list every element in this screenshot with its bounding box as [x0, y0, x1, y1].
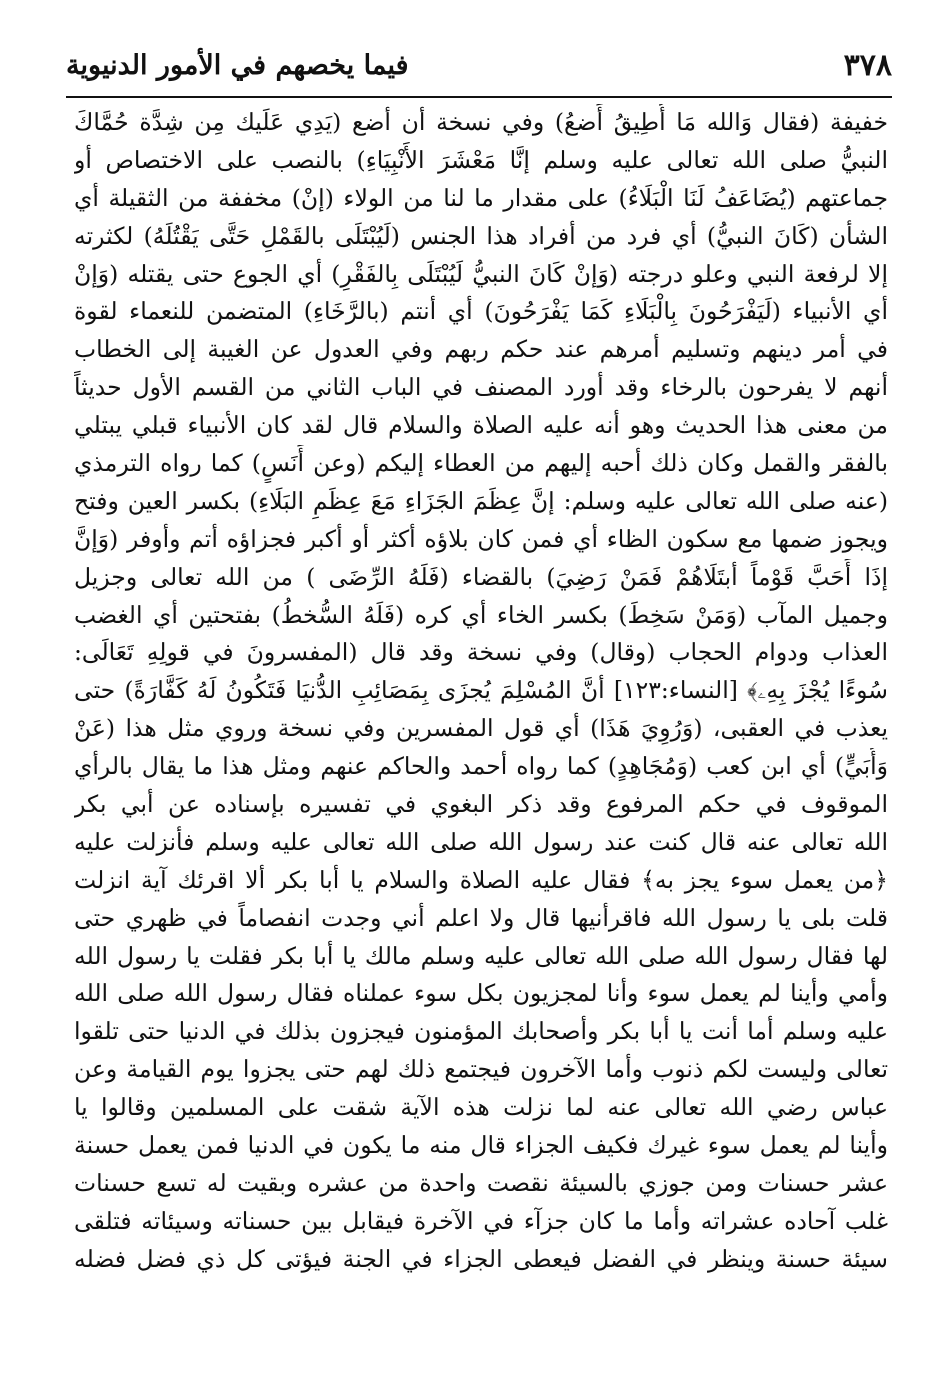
text-line: سيئة حسنة وينظر في الفضل فيعطى الجزاء في الجنة فيؤتى كل ذي فضل فضله [74, 1244, 888, 1273]
header-rule [66, 96, 892, 98]
text-line: ﴿من يعمل سوء يجز به﴾ فقال عليه الصلاة والسلام يا أبا بكر ألا اقرئك آية انزلت [74, 865, 888, 894]
text-line: قلت بلى يا رسول الله فاقرأنيها قال ولا اعلم أني وجدت انفصاماً في ظهري حتى [74, 903, 888, 932]
text-line: الله تعالى عنه قال كنت عند رسول الله صلى الله تعالى عليه وسلم فأنزلت عليه [74, 827, 888, 856]
text-line: أنهم لا يفرحون بالرخاء وقد أورد المصنف في الباب الثاني من القسم الأول حديثاً [74, 373, 888, 402]
text-line: أي الأنبياء (لَيَفْرَحُونَ بِالْبَلَاءِ كَمَا يَفْرَحُونَ) أي أنتم (بالرَّخَاءِ) المتضمن للنعماء لقوة [74, 297, 888, 326]
text-line: لها فقال رسول الله صلى الله تعالى عليه وسلم مالك يا أبا بكر فقلت يا رسول الله [74, 941, 888, 970]
text-line: الشأن (كَانَ النبيُّ) أي فرد من أفراد هذا الجنس (لَيُبْتَلَى بالقَمْلِ حَتَّى يَقْتُلَهُ) لكثرته [74, 221, 888, 250]
text-line: يعذب في العقبى، (وَرُوِيَ هَذَا) أي قول المفسرين وفي نسخة وروي مثل هذا (عَنْ [74, 714, 888, 743]
page-number: ٣٧٨ [843, 47, 892, 83]
text-line: خفيفة (فقال وَالله مَا أُطِيقُ أَضعُ) وفي نسخة أن أضع (يَدِي عَلَيك مِن شِدَّة حُمَّاكَ [74, 108, 888, 136]
text-line: عباس رضي الله تعالى عنه لما نزلت هذه الآية شقت على المسلمين وقالوا يا [74, 1093, 888, 1122]
text-line: في أمر دينهم وتسليم أمرهم عند حكم ربهم وفي العدول عن الغيبة إلى الخطاب [74, 335, 888, 364]
body-text [74, 104, 888, 1279]
text-line: بالفقر والقمل وكان ذلك أحبه إليهم من العطاء إليكم (وعن أَنَسٍ) كما رواه الترمذي [74, 449, 888, 478]
text-line: وجميل المآب (وَمَنْ سَخِطَ) بكسر الخاء أي كره (فَلَهُ السُّخطُ) بفتحتين أي الغضب [74, 600, 888, 629]
text-line: إلا لرفعة النبي وعلو درجته (وَإنْ كَانَ النبيُّ لَيُبْتَلَى بِالفَقْرِ) أي الجوع حتى يقتله (وَإنْ [74, 259, 888, 288]
text-line: من معنى هذا الحديث وهو أنه عليه الصلاة والسلام قال لقد كان الأنبياء قبلي يبتلي [74, 411, 888, 440]
text-line: وَأُبَيٍّ) أي ابن كعب (وَمُجَاهِدٍ) كما رواه أحمد والحاكم عنهم ومثل هذا ما يقال بالرأي [74, 752, 888, 781]
text-line: وأينا لم يعمل سوء غيرك فكيف الجزاء قال منه ما يكون في الدنيا فمن يعمل حسنة [74, 1131, 888, 1160]
text-line: جماعتهم (يُضَاعَفُ لَنَا الْبَلَاءُ) على مقدار ما لنا من الولاء (إنْ) مخففة من الثقيلة أي [74, 183, 888, 212]
running-title: فيما يخصهم في الأمور الدنيوية [66, 49, 409, 81]
text-line: عليه وسلم أما أنت يا أبا بكر وأصحابك المؤمنون فيجزون بذلك في الدنيا حتى تلقوا [74, 1017, 888, 1046]
text-line: تعالى وليست لكم ذنوب وأما الآخرون فيجتمع ذلك لهم حتى يجزوا يوم القيامة وعن [74, 1055, 888, 1084]
text-line: الموقوف في حكم المرفوع وقد ذكر البغوي في تفسيره بإسناده عن أبي بكر [74, 790, 888, 819]
text-line: غلب آحاده عشراته وأما ما كان جزآء في الآخرة فيقابل بين حسناته وسيئاته فتلقى [74, 1206, 888, 1235]
text-line: العذاب ودوام الحجاب (وقال) وفي نسخة وقد قال (المفسرونَ في قولِهِ تَعَالَى: [74, 638, 888, 667]
text-line: عشر حسنات ومن جوزي بالسيئة نقصت واحدة من عشره وبقيت له تسع حسنات [74, 1168, 888, 1197]
text-line: (عنه صلى الله تعالى عليه وسلم: إنَّ عِظَمَ الجَزَاءِ مَعَ عِظَمِ البَلَاءِ) بكسر العين وفتح [74, 486, 888, 515]
page-header [66, 38, 892, 92]
text-line: ويجوز ضمها مع سكون الظاء أي فمن كان بلاؤه أكثر أو أكبر فجزاؤه أتم وأوفر (وَإنَّ [74, 524, 888, 553]
text-line: سُوءًا يُجْزَ بِهِۦ﴾ [النساء:١٢٣] أنَّ المُسْلِمَ يُجزَى بِمَصَائِبِ الدُّنيَا فَتَكُونُ لَهُ كَفَّارَةً) حتى [74, 676, 888, 705]
text-line: وأمي وأينا لم يعمل سوء وأنا لمجزيون بكل سوء عملناه فقال رسول الله صلى الله [74, 979, 888, 1008]
text-line: إذَا أَحَبَّ قَوْماً أبتَلَاهُمْ فَمَنْ رَضِيَ) بالقضاء (فَلَهُ الرِّضَى ) من الله تعالى وجزيل [74, 562, 888, 591]
text-line: النبيُّ صلى الله تعالى عليه وسلم إنَّا مَعْشَرَ الأَنْبِيَاءِ) بالنصب على الاختصاص أو [74, 145, 888, 174]
